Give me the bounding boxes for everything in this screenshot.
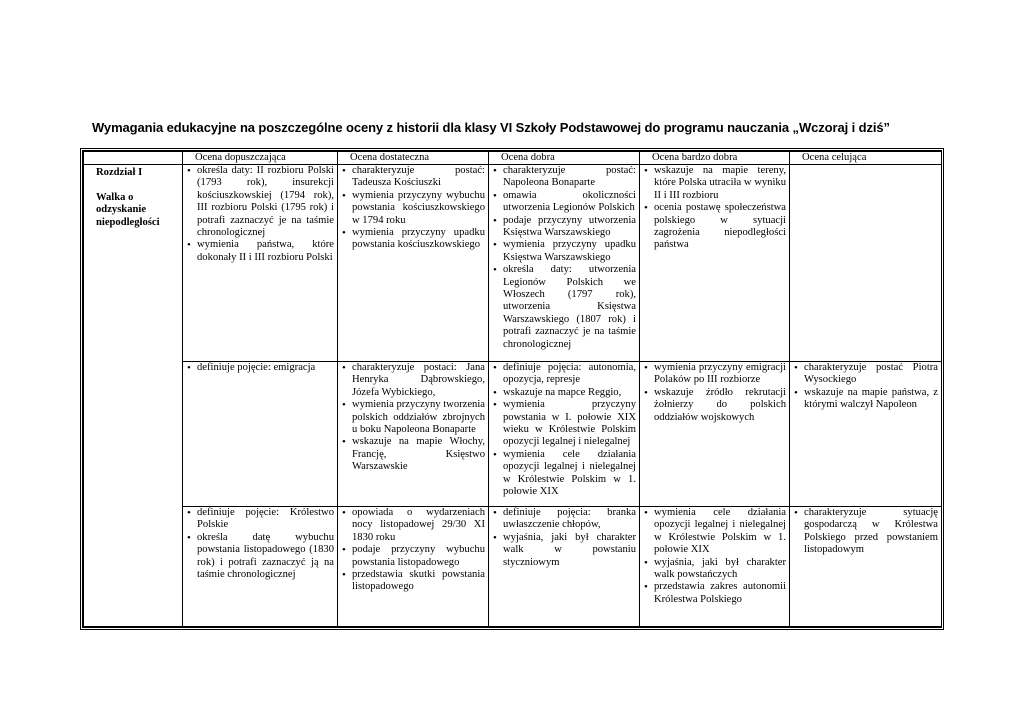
requirements-cell xyxy=(338,507,489,627)
requirements-cell xyxy=(489,507,640,627)
requirements-cell xyxy=(790,165,942,362)
requirement-item: • wymienia cele działania opozycji legalnej i nielegalnej w Królestwie Polskim w 1. połowie XIX xyxy=(492,449,636,499)
requirement-item: • przedstawia zakres autonomii Królestwa Polskiego xyxy=(643,581,786,606)
requirement-item: • ocenia postawę społeczeństwa polskiego w sytuacji zagrożenia niepodległości państwa xyxy=(643,202,786,252)
requirement-item: • charakteryzuje postać: Napoleona Bonaparte xyxy=(492,165,636,190)
header-cell: Ocena dobra xyxy=(489,152,640,165)
requirement-item: • wskazuje na mapie tereny, które Polska utraciła w wyniku II i III rozbioru xyxy=(643,165,786,202)
requirement-item: • charakteryzuje sytuację gospodarczą w Królestwa Polskiego przed powstaniem listopadowym xyxy=(793,507,938,557)
requirement-item: • wyjaśnia, jaki był charakter walk w powstaniu styczniowym xyxy=(492,532,636,569)
requirement-item: • określa daty: utworzenia Legionów Polskich we Włoszech (1797 rok), utworzenia Księstwa Warszawskiego (1807 rok) i potrafi zaznaczyć je na taśmie chronologicznej xyxy=(492,264,636,351)
requirement-item: • definiuje pojęcia: autonomia, opozycja, represje xyxy=(492,362,636,387)
requirement-item: • wymienia przyczyny emigracji Polaków po III rozbiorze xyxy=(643,362,786,387)
requirements-list xyxy=(793,507,938,557)
chapter-cell xyxy=(84,165,183,627)
requirements-list xyxy=(492,362,636,498)
requirement-item: • wymienia cele działania opozycji legalnej i nielegalnej w Królestwie Polskim w 1. połowie XIX xyxy=(643,507,786,557)
header-cell: Ocena dostateczna xyxy=(338,152,489,165)
requirements-cell xyxy=(338,362,489,507)
requirement-item: • charakteryzuje postać: Tadeusza Kościuszki xyxy=(341,165,485,190)
requirement-item: • charakteryzuje postać Piotra Wysockiego xyxy=(793,362,938,387)
requirements-cell xyxy=(489,362,640,507)
requirements-cell xyxy=(640,507,790,627)
requirement-item: • wymienia przyczyny wybuchu powstania kościuszkowskiego w 1794 roku xyxy=(341,190,485,227)
requirement-item: • wymienia przyczyny upadku Księstwa Warszawskiego xyxy=(492,239,636,264)
requirement-item: • wskazuje na mapie Włochy, Francję, Księstwo Warszawskie xyxy=(341,436,485,473)
requirements-list xyxy=(643,362,786,424)
requirement-item: • omawia okoliczności utworzenia Legionów Polskich xyxy=(492,190,636,215)
requirement-item: • wymienia przyczyny powstania w I. połowie XIX wieku w Królestwie Polskim opozycji legalnej i nielegalnej xyxy=(492,399,636,449)
requirements-cell xyxy=(338,165,489,362)
page-title: Wymagania edukacyjne na poszczególne oceny z historii dla klasy VI Szkoły Podstawowej do programu nauczania „Wczoraj i dziś” xyxy=(92,120,890,135)
chapter-title-line: Walka o xyxy=(96,191,134,203)
requirement-item: • definiuje pojęcia: branka uwłaszczenie chłopów, xyxy=(492,507,636,532)
requirements-list xyxy=(643,165,786,252)
requirement-item: • wskazuje źródło rekrutacji żołnierzy do polskich oddziałów wojskowych xyxy=(643,387,786,424)
requirements-cell xyxy=(183,165,338,362)
requirements-cell xyxy=(640,362,790,507)
chapter-title-line: odzyskanie xyxy=(96,204,147,216)
requirement-item: • wymienia przyczyny upadku powstania kościuszkowskiego xyxy=(341,227,485,252)
requirement-item: • określa daty: II rozbioru Polski (1793 rok), insurekcji kościuszkowskiej (1794 rok), III rozbioru Polski (1795 rok) i potrafi zaznaczyć je na taśmie chronologicznej xyxy=(186,165,334,239)
requirements-list xyxy=(186,165,334,264)
requirement-item: • charakteryzuje postaci: Jana Henryka Dąbrowskiego, Józefa Wybickiego, xyxy=(341,362,485,399)
requirement-item: • wymienia państwa, które dokonały II i III rozbioru Polski xyxy=(186,239,334,264)
requirement-item: • podaje przyczyny wybuchu powstania listopadowego xyxy=(341,544,485,569)
requirements-list xyxy=(186,507,334,581)
requirement-item: • opowiada o wydarzeniach nocy listopadowej 29/30 XI 1830 roku xyxy=(341,507,485,544)
header-cell: Ocena bardzo dobra xyxy=(640,152,790,165)
requirements-table-frame xyxy=(80,148,944,630)
requirements-list xyxy=(341,507,485,594)
requirements-list xyxy=(186,362,334,374)
requirement-item: • definiuje pojęcie: emigracja xyxy=(186,362,334,374)
requirement-item: • podaje przyczyny utworzenia Księstwa Warszawskiego xyxy=(492,215,636,240)
requirement-item: • wskazuje na mapce Reggio, xyxy=(492,387,636,399)
table-row xyxy=(84,165,942,362)
table-row xyxy=(84,507,942,627)
requirements-list xyxy=(341,362,485,474)
requirements-list xyxy=(492,507,636,569)
requirements-cell xyxy=(183,362,338,507)
chapter-title-line: niepodległości xyxy=(96,216,160,228)
requirements-cell xyxy=(790,362,942,507)
requirement-item: • wymienia przyczyny tworzenia polskich oddziałów zbrojnych u boku Napoleona Bonaparte xyxy=(341,399,485,436)
requirements-cell xyxy=(489,165,640,362)
table-header-row xyxy=(84,152,942,165)
requirements-list xyxy=(492,165,636,351)
requirements-list xyxy=(341,165,485,252)
header-cell-empty xyxy=(84,152,183,165)
requirement-item: • wskazuje na mapie państwa, z którymi walczył Napoleon xyxy=(793,387,938,412)
requirement-item: • określa datę wybuchu powstania listopadowego (1830 rok) i potrafi zaznaczyć ją na taśmie chronologicznej xyxy=(186,532,334,582)
requirement-item: • wyjaśnia, jaki był charakter walk powstańczych xyxy=(643,557,786,582)
requirements-cell xyxy=(640,165,790,362)
requirements-cell xyxy=(183,507,338,627)
requirements-cell xyxy=(790,507,942,627)
table-row xyxy=(84,362,942,507)
requirements-table xyxy=(83,151,942,627)
chapter-label: Rozdział I xyxy=(96,167,143,178)
requirements-list xyxy=(643,507,786,606)
header-cell: Ocena celująca xyxy=(790,152,942,165)
requirement-item: • przedstawia skutki powstania listopadowego xyxy=(341,569,485,594)
header-cell: Ocena dopuszczająca xyxy=(183,152,338,165)
requirements-list xyxy=(793,362,938,412)
requirement-item: • definiuje pojęcie: Królestwo Polskie xyxy=(186,507,334,532)
